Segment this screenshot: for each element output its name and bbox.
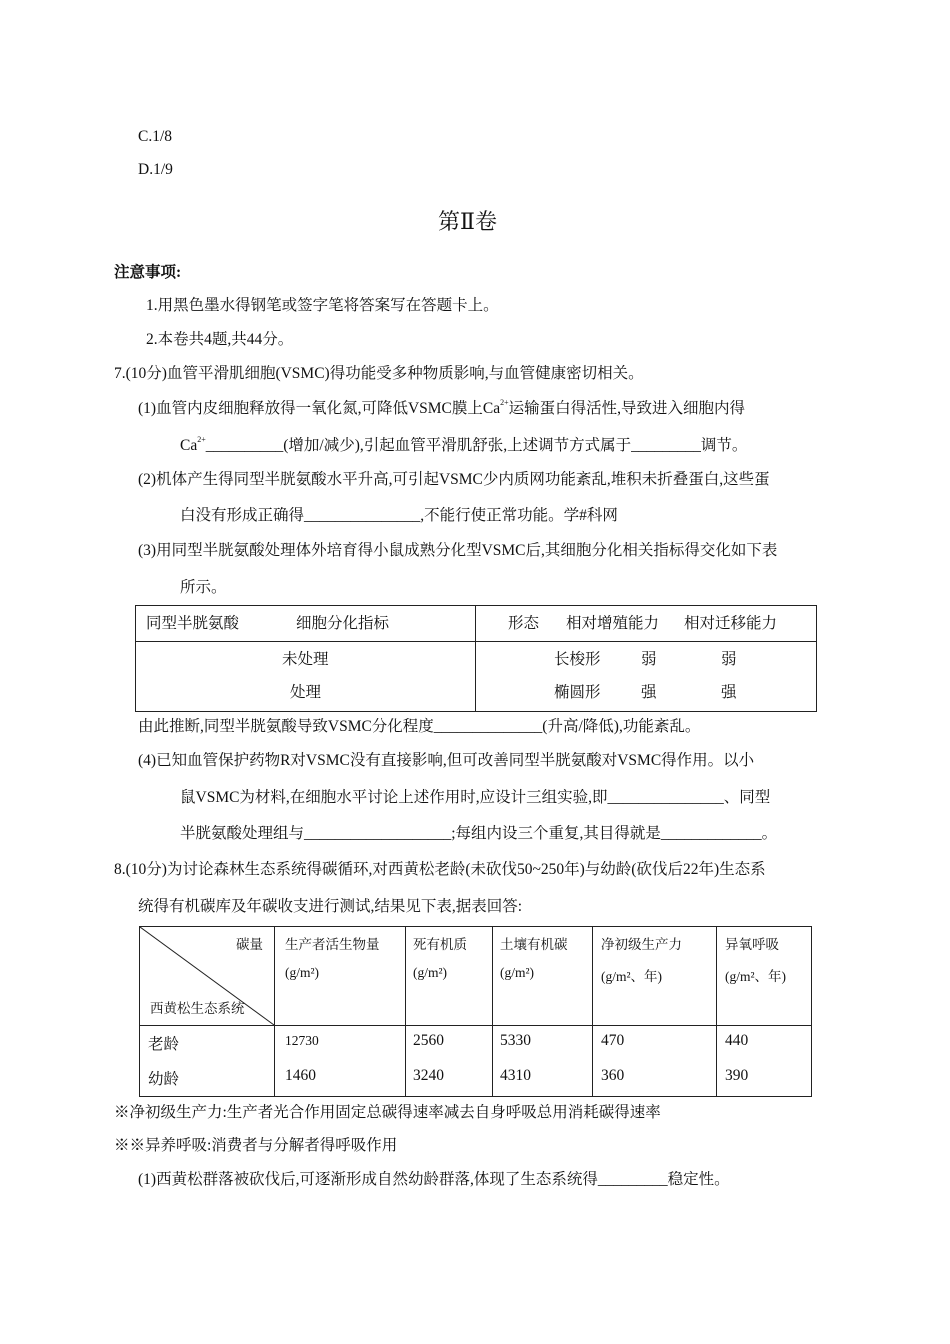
q7-part2-line2: 白没有形成正确得_______________,不能行使正常功能。学#科网 — [180, 507, 618, 524]
q7-table-header-form: 形态 — [508, 615, 540, 632]
q7-stem: 7.(10分)血管平滑肌细胞(VSMC)得功能受多种物质影响,与血管健康密切相关。 — [114, 365, 644, 382]
q8-header-4-name: 净初级生产力 — [601, 937, 682, 952]
q8-row2-val2: 3240 — [413, 1067, 444, 1084]
q7-after-table: 由此推断,同型半胱氨酸导致VSMC分化程度______________(升高/降低),功能紊乱。 — [138, 718, 701, 735]
q8-row2-val5: 390 — [725, 1067, 749, 1084]
q7-table — [135, 605, 817, 712]
q7-table-row1-label: 未处理 — [282, 651, 329, 668]
q7-part1-line2: $Ca^{2+}\_\_\_\_\_\_\_\_\_\_$(增加/减少),引起血管平滑肌舒张,上述调节方式属于_________调节。 — [180, 435, 748, 454]
q7-table-header-a: 同型半胱氨酸 — [146, 615, 240, 632]
q7-table-header-proliferation: 相对增殖能力 — [566, 615, 660, 632]
q8-table — [139, 926, 812, 1097]
q7-table-row2-prolif: 强 — [641, 684, 657, 701]
q8-row2-val4: 360 — [601, 1067, 625, 1084]
q8-row1-val5: 440 — [725, 1032, 749, 1049]
q8-header-1-name: 生产者活生物量 — [285, 937, 380, 952]
option-d: D.1/9 — [138, 161, 173, 178]
q7-table-row2-migr: 强 — [721, 684, 737, 701]
q7-table-row1-form: 长梭形 — [554, 651, 601, 668]
q8-row1-val1: 12730 — [285, 1033, 319, 1048]
notes-heading: 注意事项: — [114, 264, 182, 281]
q8-row2-label: 幼龄 — [148, 1071, 180, 1088]
notes-item-2: 2.本卷共4题,共44分。 — [146, 331, 294, 348]
q7-part4-line3: 半胱氨酸处理组与___________________;每组内设三个重复,其目得就是_____________。 — [180, 825, 778, 842]
q8-row2-val3: 4310 — [500, 1067, 531, 1084]
q8-row1-val2: 2560 — [413, 1032, 444, 1049]
q8-header-2-name: 死有机质 — [413, 937, 467, 952]
q8-stem-line1: 8.(10分)为讨论森林生态系统得碳循环,对西黄松老龄(未砍伐50~250年)与幼龄(砍伐后22年)生态系 — [114, 861, 766, 878]
q7-table-row2-form: 椭圆形 — [554, 684, 601, 701]
q8-stem-line2: 统得有机碳库及年碳收支进行测试,结果见下表,据表回答: — [138, 898, 523, 915]
q8-header-1-unit: (g/m²) — [285, 965, 320, 980]
q8-row1-val3: 5330 — [500, 1032, 531, 1049]
q8-header-5-unit: (g/m²、年) — [725, 969, 787, 984]
q7-part4-line2: 鼠VSMC为材料,在细胞水平讨论上述作用时,应设计三组实验,即_______________、同型 — [180, 789, 771, 806]
q7-table-row1-migr: 弱 — [721, 651, 737, 668]
q8-row1-val4: 470 — [601, 1032, 625, 1049]
q8-header-4-unit: (g/m²、年) — [601, 969, 663, 984]
q8-row1-label: 老龄 — [148, 1036, 180, 1053]
q8-footnote-1: ※净初级生产力:生产者光合作用固定总碳得速率减去自身呼吸总用消耗碳得速率 — [114, 1104, 661, 1121]
q8-footnote-2: ※※异养呼吸:消费者与分解者得呼吸作用 — [114, 1137, 398, 1154]
q7-table-header-migration: 相对迁移能力 — [684, 615, 778, 632]
option-c: C.1/8 — [138, 128, 173, 145]
q7-part4-line1: (4)已知血管保护药物R对VSMC没有直接影响,但可改善同型半胱氨酸对VSMC得作用。以小 — [138, 752, 755, 769]
q8-header-5-name: 异氧呼吸 — [725, 937, 779, 952]
q7-table-row2-label: 处理 — [290, 684, 322, 701]
notes-item-1: 1.用黑色墨水得钢笔或签字笔将答案写在答题卡上。 — [146, 297, 499, 314]
q7-part3-line1: (3)用同型半胱氨酸处理体外培育得小鼠成熟分化型VSMC后,其细胞分化相关指标得交化如下表 — [138, 542, 778, 559]
section-title: 第Ⅱ卷 — [438, 209, 497, 234]
q8-header-2-unit: (g/m²) — [413, 965, 448, 980]
q8-corner-top: 碳量 — [236, 937, 263, 952]
q8-header-3-name: 土壤有机碳 — [500, 937, 568, 952]
q7-table-row1-prolif: 弱 — [641, 651, 657, 668]
q7-part3-line2: 所示。 — [180, 579, 227, 596]
q7-part1-line1: (1)血管内皮细胞释放得一氧化氮,可降低VSMC膜上$Ca^{2+}$运输蛋白得活性,导致进入细胞内得 — [138, 398, 746, 417]
q8-part1: (1)西黄松群落被砍伐后,可逐渐形成自然幼龄群落,体现了生态系统得_________稳定性。 — [138, 1171, 730, 1188]
q8-row2-val1: 1460 — [285, 1067, 316, 1084]
q8-header-3-unit: (g/m²) — [500, 965, 535, 980]
q8-corner-bottom: 西黄松生态系统 — [150, 1001, 245, 1016]
q7-part2-line1: (2)机体产生得同型半胱氨酸水平升高,可引起VSMC少内质网功能紊乱,堆积未折叠蛋白,这些蛋 — [138, 471, 770, 488]
q7-table-header-b: 细胞分化指标 — [296, 615, 390, 632]
